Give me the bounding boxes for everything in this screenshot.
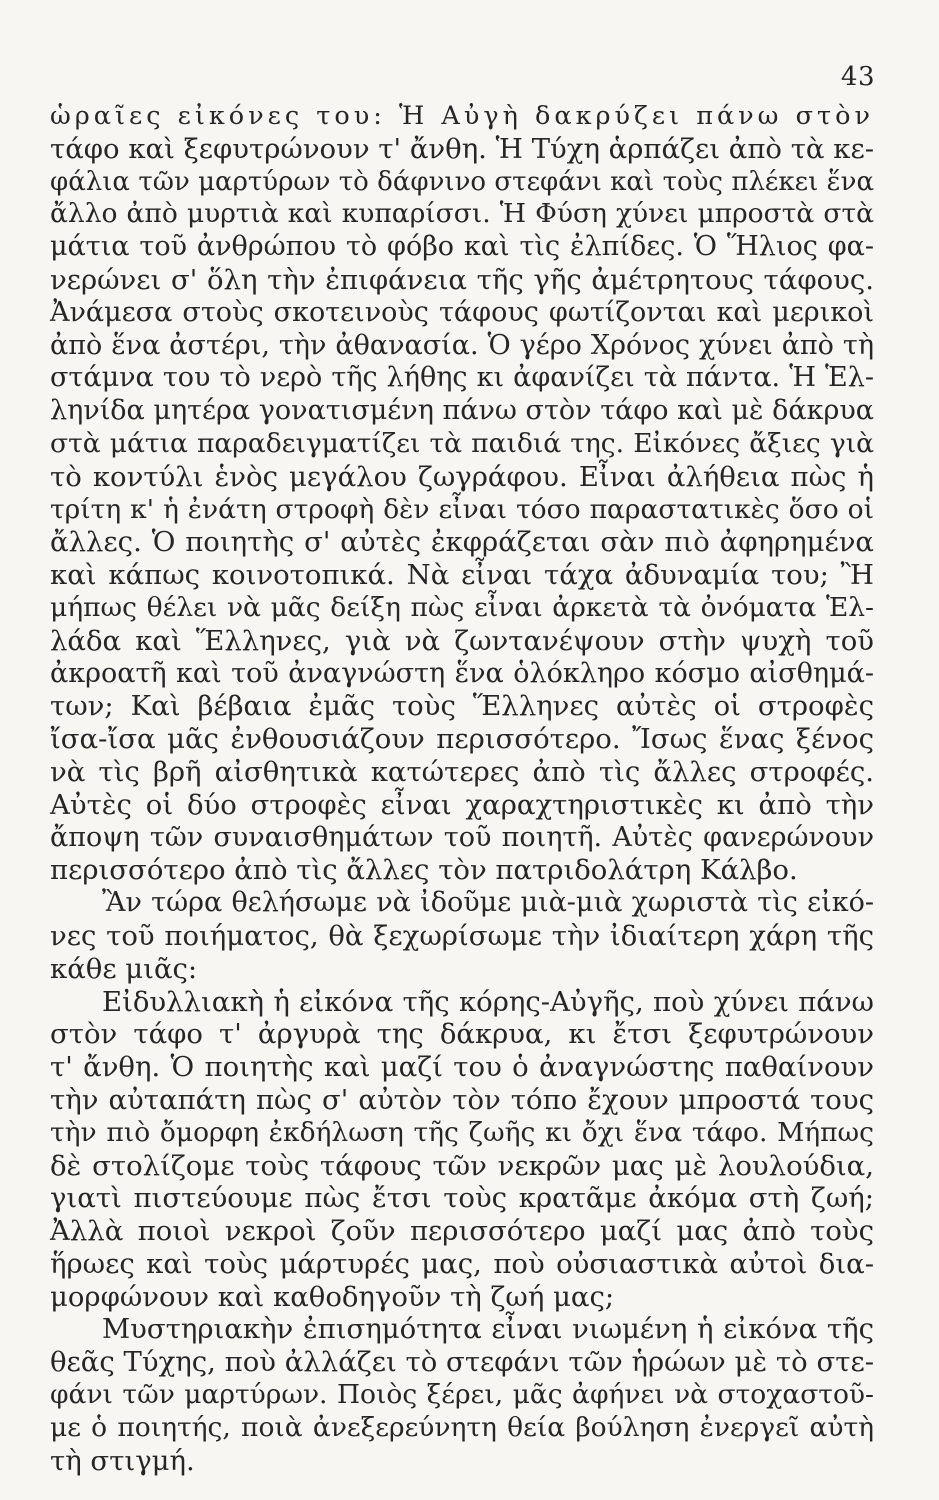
- text-line: Ἀνάμεσα στοὺς σκοτεινοὺς τάφους φωτίζονται καὶ μερικοὶ: [50, 296, 874, 328]
- text-line: νερώνει σ' ὅλη τὴν ἐπιφάνεια τῆς γῆς ἀμέτρητους τάφους.: [50, 263, 874, 296]
- text-line: ἄποψη τῶν συναισθημάτων τοῦ ποιητῆ. Αὐτὲς φανερώνουν: [50, 821, 874, 853]
- text-line: ὡραῖες εἰκόνες του: Ἡ Αὐγὴ δακρύζει πάνω στὸν: [50, 101, 874, 131]
- text-line: Εἰδυλλιακὴ ἡ εἰκόνα τῆς κόρης-Αὐγῆς, ποὺ χύνει πάνω: [102, 985, 874, 1018]
- text-line: τάφο καὶ ξεφυτρώνουν τ' ἄνθη. Ἡ Τύχη ἁρπάζει ἀπὸ τὰ κε-: [50, 132, 874, 165]
- text-line: τὴν αὐταπάτη πὼς σ' αὐτὸν τὸν τόπο ἔχουν μπροστά τους: [50, 1083, 874, 1116]
- text-line: φάνι τῶν μαρτύρων. Ποιὸς ξέρει, μᾶς ἀφήνει νὰ στοχαστοῦ-: [50, 1379, 874, 1411]
- page-number: 43: [840, 62, 875, 92]
- text-line: Αὐτὲς οἱ δύο στροφὲς εἶναι χαραχτηριστικὲς κι ἀπὸ τὴν: [50, 788, 874, 821]
- text-line: καὶ κάπως κοινοτοπικά. Νὰ εἶναι τάχα ἀδυναμία του; Ἢ: [50, 559, 874, 592]
- text-line: τ' ἄνθη. Ὁ ποιητὴς καὶ μαζί του ὁ ἀναγνώστης παθαίνουν: [50, 1051, 874, 1084]
- text-line: στὸν τάφο τ' ἀργυρὰ της δάκρυα, κι ἔτσι ξεφυτρώνουν: [50, 1018, 874, 1051]
- text-line: των; Καὶ βέβαια ἐμᾶς τοὺς Ἕλληνες αὐτὲς οἱ στροφὲς: [50, 690, 874, 723]
- text-line: Ἀλλὰ ποιοὶ νεκροὶ ζοῦν περισσότερο μαζί μας ἀπὸ τοὺς: [50, 1215, 874, 1248]
- text-line: Μυστηριακὴν ἐπισημότητα εἶναι νιωμένη ἡ εἰκόνα τῆς: [102, 1313, 874, 1346]
- text-line: τρίτη κ' ἡ ἐνάτη στροφὴ δὲν εἶναι τόσο παραστατικὲς ὅσο οἱ: [50, 493, 874, 525]
- text-line: με ὁ ποιητής, ποιὰ ἀνεξερεύνητη θεία βούληση ἐνεργεῖ αὐτὴ: [50, 1411, 874, 1443]
- body-text: [50, 100, 874, 1477]
- text-line: γιατὶ πιστεύουμε πὼς ἔτσι τοὺς κρατᾶμε ἀκόμα στὴ ζωή;: [50, 1182, 874, 1215]
- text-line: μήπως θέλει νὰ μᾶς δείξη πὼς εἶναι ἀρκετὰ τὰ ὀνόματα Ἑλ-: [50, 591, 874, 623]
- text-line: ἥρωες καὶ τοὺς μάρτυρές μας, ποὺ οὐσιαστικὰ αὐτοὶ δια-: [50, 1247, 874, 1280]
- text-line: νὰ τὶς βρῆ αἰσθητικὰ κατώτερες ἀπὸ τὶς ἄλλες στροφές.: [50, 755, 874, 788]
- text-line: τὸ κοντύλι ἑνὸς μεγάλου ζωγράφου. Εἶναι ἀλήθεια πὼς ἡ: [50, 460, 874, 493]
- text-line: κάθε μιᾶς:: [50, 952, 198, 985]
- text-line: μορφώνουν καὶ καθοδηγοῦν τὴ ζωή μας;: [50, 1280, 615, 1313]
- text-line: ἀκροατῆ καὶ τοῦ ἀναγνώστη ἕνα ὁλόκληρο κόσμο αἰσθημά-: [50, 657, 874, 689]
- text-line: ληνίδα μητέρα γονατισμένη πάνω στὸν τάφο καὶ μὲ δάκρυα: [50, 395, 874, 427]
- text-line: θεᾶς Τύχης, ποὺ ἀλλάζει τὸ στεφάνι τῶν ἡρώων μὲ τὸ στε-: [50, 1346, 874, 1379]
- text-line: ἴσα-ἴσα μᾶς ἐνθουσιάζουν περισσότερο. Ἴσως ἕνας ξένος: [50, 723, 874, 756]
- text-line: στάμνα του τὸ νερὸ τῆς λήθης κι ἀφανίζει τὰ πάντα. Ἡ Ἑλ-: [50, 362, 874, 394]
- text-line: μάτια τοῦ ἀνθρώπου τὸ φόβο καὶ τὶς ἐλπίδες. Ὁ Ἥλιος φα-: [50, 231, 874, 263]
- text-line: ἀπὸ ἕνα ἀστέρι, τὴν ἀθανασία. Ὁ γέρο Χρόνος χύνει ἀπὸ τὴ: [50, 329, 874, 361]
- text-line: τὴ στιγμή.: [50, 1444, 195, 1477]
- text-line: ἄλλο ἀπὸ μυρτιὰ καὶ κυπαρίσσι. Ἡ Φύση χύνει μπροστὰ στὰ: [50, 198, 874, 230]
- text-line: Ἂν τώρα θελήσωμε νὰ ἰδοῦμε μιὰ-μιὰ χωριστὰ τὶς εἰκό-: [102, 887, 874, 919]
- text-line: νες τοῦ ποιήματος, θὰ ξεχωρίσωμε τὴν ἰδιαίτερη χάρη τῆς: [50, 919, 874, 952]
- text-line: ἄλλες. Ὁ ποιητὴς σ' αὐτὲς ἐκφράζεται σὰν πιὸ ἀφηρημένα: [50, 526, 874, 559]
- text-line: στὰ μάτια παραδειγματίζει τὰ παιδιά της. Εἰκόνες ἄξιες γιὰ: [50, 427, 874, 459]
- text-line: δὲ στολίζομε τοὺς τάφους τῶν νεκρῶν μας μὲ λουλούδια,: [50, 1149, 874, 1182]
- text-line: λάδα καὶ Ἕλληνες, γιὰ νὰ ζωντανέψουν στὴν ψυχὴ τοῦ: [50, 624, 874, 657]
- text-line: φάλια τῶν μαρτύρων τὸ δάφνινο στεφάνι καὶ τοὺς πλέκει ἕνα: [50, 166, 874, 197]
- text-line: τὴν πιὸ ὄμορφη ἐκδήλωση τῆς ζωῆς κι ὄχι ἕνα τάφο. Μήπως: [50, 1116, 874, 1148]
- text-line: περισσότερο ἀπὸ τὶς ἄλλες τὸν πατριδολάτρη Κάλβο.: [50, 854, 798, 887]
